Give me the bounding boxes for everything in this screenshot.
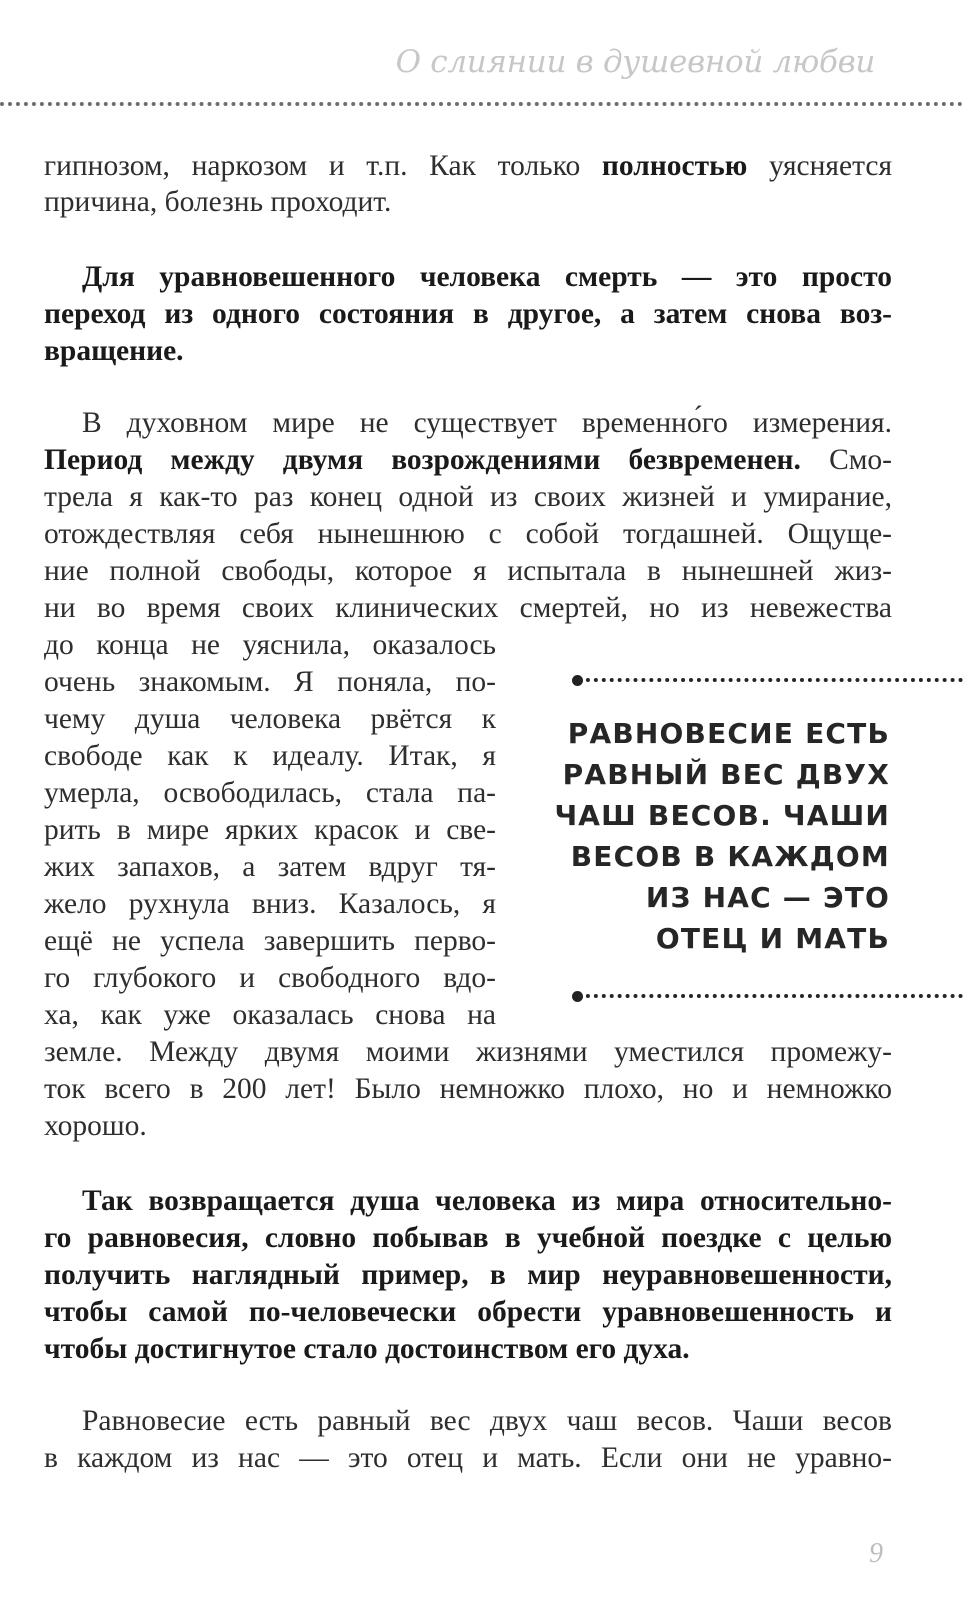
text-line-bold: чтобы достигнутое стало достоинством его духа. bbox=[44, 1333, 690, 1365]
text-line: рить в мире ярких красок и све- bbox=[44, 814, 496, 846]
header-dotted-rule bbox=[0, 102, 963, 106]
text-line: ние полной свободы, которое я испытала в нынешней жиз- bbox=[44, 555, 892, 587]
text-line: Равновесие есть равный вес двух чаш весов. Чаши весов bbox=[82, 1405, 892, 1437]
text-line-bold: го равновесия, словно побывав в учебной поездке с целью bbox=[44, 1222, 892, 1254]
text-run: гипнозом, наркозом и т.п. Как только bbox=[44, 150, 581, 182]
text-line: свободе как к идеалу. Итак, я bbox=[44, 740, 496, 772]
running-title: О слиянии в душевной любви bbox=[395, 44, 875, 80]
text-line: причина, болезнь проходит. bbox=[44, 186, 392, 218]
text-line bbox=[44, 148, 892, 184]
text-line: до конца не уяснила, оказалось bbox=[44, 629, 496, 661]
pull-quote-bottom-rule bbox=[578, 994, 963, 998]
text-line: жих запахов, а затем вдруг тя- bbox=[44, 851, 496, 883]
text-line-bold: вращение. bbox=[44, 335, 184, 367]
text-line-bold: Так возвращается душа человека из мира относительно- bbox=[82, 1185, 892, 1217]
page-number: 9 bbox=[869, 1538, 883, 1569]
text-line: отождествляя себя нынешнюю с собой тогдашней. Ощуще- bbox=[44, 518, 892, 550]
text-line: го глубокого и свободного вдо- bbox=[44, 962, 496, 994]
bold-run: полностью bbox=[601, 150, 748, 182]
pull-quote-line: ВЕСОВ В КАЖДОМ bbox=[570, 840, 890, 873]
pull-quote-line: ИЗ НАС — ЭТО bbox=[645, 881, 890, 914]
text-line: ни во время своих клинических смертей, но из невежества bbox=[44, 592, 892, 624]
text-line-bold: переход из одного состояния в другое, а затем снова воз- bbox=[44, 298, 892, 330]
text-line: жело рухнула вниз. Казалось, я bbox=[44, 888, 496, 920]
text-line: трела я как-то раз конец одной из своих жизней и умирание, bbox=[44, 481, 892, 513]
text-line: хорошо. bbox=[44, 1110, 147, 1142]
text-line: чему душа человека рвётся к bbox=[44, 703, 496, 735]
text-line-bold: чтобы самой по-человечески обрести уравновешенность и bbox=[44, 1296, 892, 1328]
pull-quote-top-rule bbox=[578, 678, 963, 682]
text-line-bold: получить наглядный пример, в мир неуравновешенности, bbox=[44, 1259, 892, 1291]
text-line: очень знакомым. Я поняла, по- bbox=[44, 666, 496, 698]
text-line: в каждом из нас — это отец и мать. Если они не уравно- bbox=[44, 1442, 892, 1474]
text-line: В духовном мире не существует временно́го измерения. bbox=[82, 407, 892, 439]
text-run: Смо- bbox=[829, 444, 892, 476]
pull-quote-line: ОТЕЦ И МАТЬ bbox=[655, 922, 890, 955]
text-line: ха, как уже оказалась снова на bbox=[44, 999, 496, 1031]
pull-quote-line: ЧАШ ВЕСОВ. ЧАШИ bbox=[554, 799, 890, 832]
text-line bbox=[44, 442, 892, 478]
text-line: умерла, освободилась, стала па- bbox=[44, 777, 496, 809]
text-line: земле. Между двумя моими жизнями уместился промежу- bbox=[44, 1036, 892, 1068]
bold-run: Период между двумя возрождениями безвременен. bbox=[44, 444, 801, 476]
pull-quote-line: РАВНЫЙ ВЕС ДВУХ bbox=[562, 758, 890, 791]
text-line: ток всего в 200 лет! Было немножко плохо, но и немножко bbox=[44, 1073, 892, 1105]
pull-quote-line: РАВНОВЕСИЕ ЕСТЬ bbox=[567, 717, 890, 750]
text-run: уясняется bbox=[768, 150, 893, 182]
text-line-bold: Для уравновешенного человека смерть — это просто bbox=[82, 261, 892, 293]
text-line: ещё не успела завершить перво- bbox=[44, 925, 496, 957]
